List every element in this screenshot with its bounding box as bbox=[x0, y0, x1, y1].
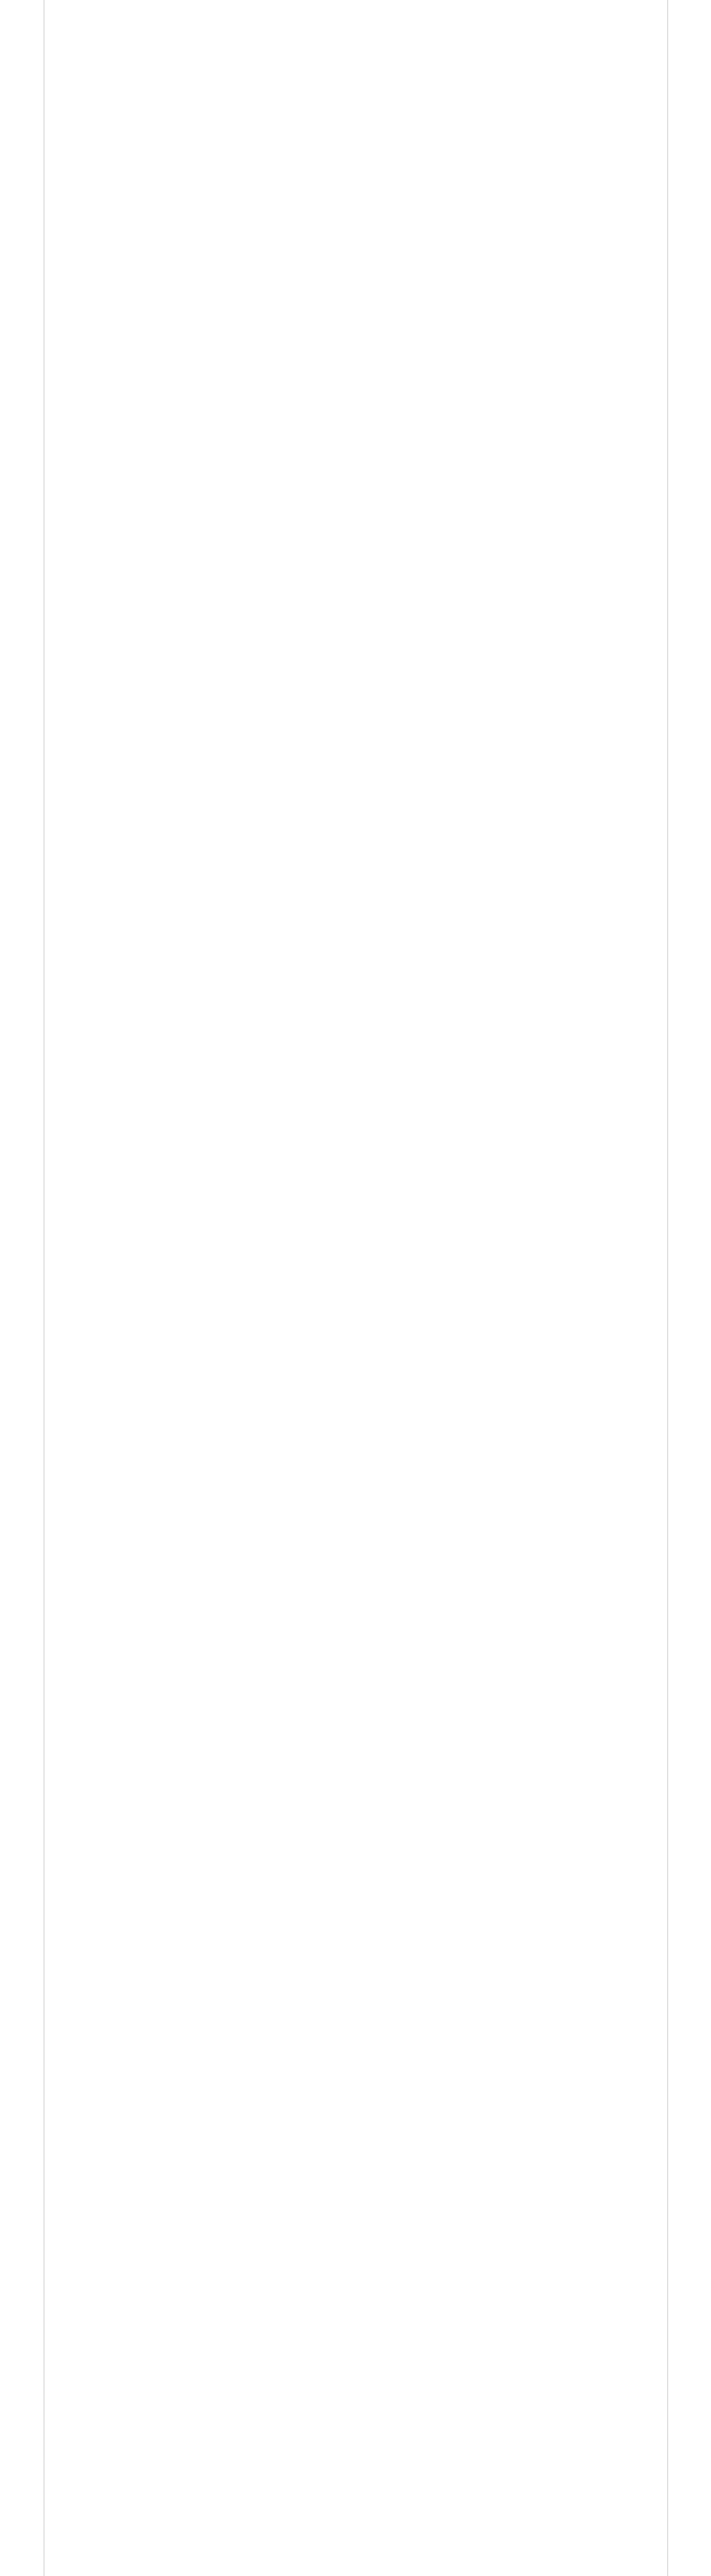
content-frame bbox=[44, 0, 668, 2576]
